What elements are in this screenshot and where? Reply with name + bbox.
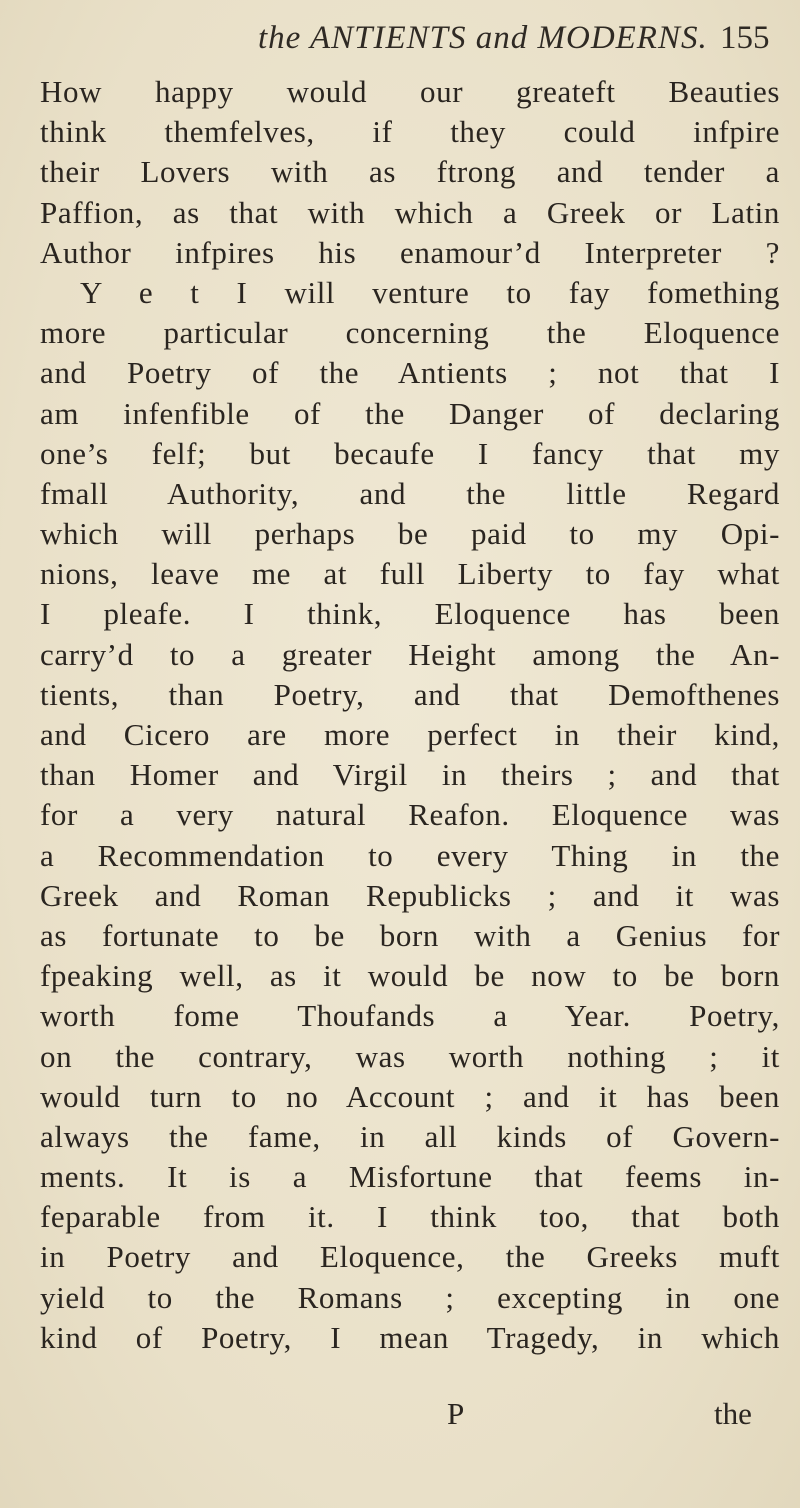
text-line: tients, than Poetry, and that Demofthenes: [40, 676, 780, 712]
text-line: as fortunate to be born with a Genius for: [40, 917, 780, 953]
body-text: [40, 72, 780, 1358]
text-line: I pleafe. I think, Eloquence has been: [40, 596, 780, 632]
text-line: think themfelves, if they could infpire: [40, 114, 780, 150]
text-line: in Poetry and Eloquence, the Greeks muft: [40, 1239, 780, 1275]
text-line: kind of Poetry, I mean Tragedy, in which: [40, 1319, 780, 1355]
text-line: am infenfible of the Danger of declaring: [40, 395, 780, 431]
text-line: worth fome Thoufands a Year. Poetry,: [40, 998, 780, 1034]
catchword: the: [714, 1396, 752, 1431]
page-footer: [0, 1396, 800, 1436]
text-line: feparable from it. I think too, that both: [40, 1199, 780, 1235]
text-line: a Recommendation to every Thing in the: [40, 837, 780, 873]
text-line: for a very natural Reafon. Eloquence was: [40, 797, 780, 833]
text-line: fpeaking well, as it would be now to be born: [40, 958, 780, 994]
text-line: nions, leave me at full Liberty to fay what: [40, 556, 780, 592]
text-line: Author infpires his enamour’d Interpreter ?: [40, 234, 780, 270]
signature-mark: P: [447, 1396, 465, 1431]
text-line: carry’d to a greater Height among the An-: [40, 636, 780, 672]
text-line: How happy would our greateft Beauties: [40, 74, 780, 109]
text-line: one’s felf; but becaufe I fancy that my: [40, 435, 780, 471]
running-head: [0, 18, 800, 68]
text-line: would turn to no Account ; and it has been: [40, 1078, 780, 1114]
text-line: their Lovers with as ftrong and tender a: [40, 154, 780, 190]
text-line: and Cicero are more perfect in their kind,: [40, 717, 780, 752]
page-number: 155: [720, 20, 770, 56]
text-line: and Poetry of the Antients ; not that I: [40, 355, 780, 391]
text-line: Paffion, as that with which a Greek or Latin: [40, 194, 780, 230]
text-line: than Homer and Virgil in theirs ; and that: [40, 757, 780, 793]
text-line: which will perhaps be paid to my Opi-: [40, 516, 780, 552]
running-title: the ANTIENTS and MODERNS.: [258, 20, 708, 56]
text-line: Y e t I will venture to fay fomething: [80, 274, 780, 310]
text-line: ments. It is a Misfortune that feems in-: [40, 1159, 780, 1195]
text-line: more particular concerning the Eloquence: [40, 315, 780, 351]
text-line: fmall Authority, and the little Regard: [40, 475, 780, 511]
text-line: Greek and Roman Republicks ; and it was: [40, 877, 780, 913]
text-line: on the contrary, was worth nothing ; it: [40, 1038, 780, 1074]
text-line: yield to the Romans ; excepting in one: [40, 1279, 780, 1315]
text-line: always the fame, in all kinds of Govern-: [40, 1118, 780, 1154]
